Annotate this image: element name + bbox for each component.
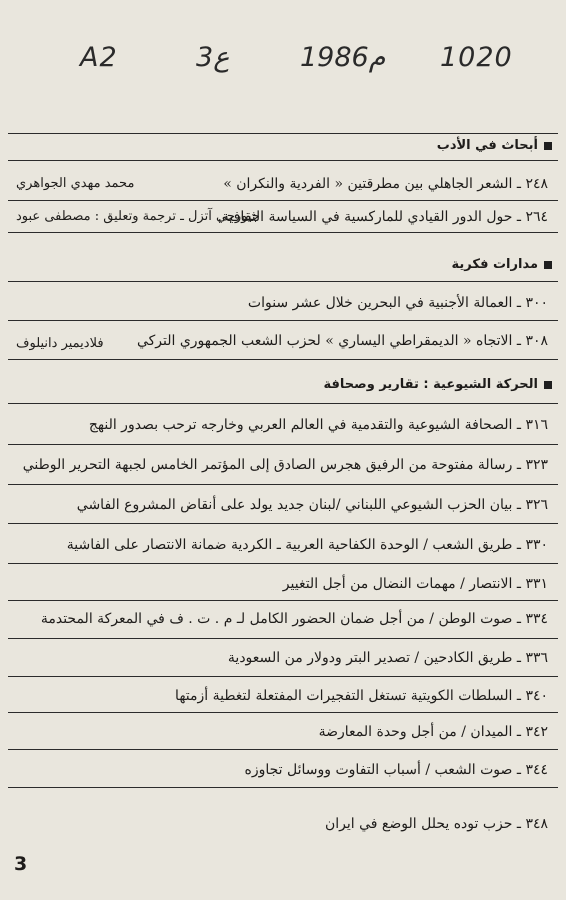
entry-title: طريق الشعب / الوحدة الكفاحية العربية ـ الكردية ضمانة الانتصار على الفاشية [66,537,513,553]
entry-title: رسالة مفتوحة من الرفيق هجرس الصادق إلى المؤتمر الخامس لجبهة التحرير الوطني [22,457,513,473]
page-ref: ٣٣٤ [525,611,548,627]
toc-entry[interactable]: ٣٣٤ ـ صوت الوطن / من أجل ضمان الحضور الكامل لـ م . ت . ف في المعركة المحتدمة [40,611,548,627]
page-ref: ٣٤٨ [525,816,548,832]
page-ref: ٢٦٤ [525,209,548,225]
handwritten-note: 3ع [196,42,230,73]
entry-author: محمد مهدي الجواهري [16,176,135,191]
handwritten-note: A2 [80,42,118,73]
section-title: الحركة الشيوعية : تقارير وصحافة [323,377,538,392]
toc-entry[interactable]: ٣٤٠ ـ السلطات الكويتية تستغل التفجيرات المفتعلة لتغطية أزمتها [175,688,548,704]
entry-title: طريق الكادحين / تصدير البتر ودولار من السعودية [227,650,513,666]
divider [8,563,558,564]
page-ref: ٣٣٠ [525,537,548,553]
entry-title: حول الدور القيادي للماركسية في السياسة الثقافية. [217,209,513,225]
toc-entry[interactable]: ٣٢٣ ـ رسالة مفتوحة من الرفيق هجرس الصادق إلى المؤتمر الخامس لجبهة التحرير الوطني [22,457,548,473]
page-ref: ٣٠٠ [525,295,548,311]
divider [8,712,558,713]
entry-author: فلاديمير دانيلوف [16,336,104,351]
handwritten-note: 1986م [300,42,386,73]
page-ref: ٣٠٨ [525,333,548,349]
divider [8,200,558,201]
page-ref: ٣٢٣ [525,457,548,473]
entry-title: صوت الشعب / أسباب التفاوت ووسائل تجاوزه [244,762,513,778]
divider [8,133,558,134]
page-ref: ٢٤٨ [525,176,548,192]
section-title: مدارات فكرية [451,257,538,272]
divider [8,787,558,788]
entry-title: صوت الوطن / من أجل ضمان الحضور الكامل لـ م . ت . ف في المعركة المحتدمة [40,611,513,627]
handwritten-note: 1020 [440,42,513,73]
divider [8,676,558,677]
toc-entry[interactable]: ٣٢٦ ـ بيان الحزب الشيوعي اللبناني /لبنان جديد يولد على أنقاض المشروع الفاشي [76,497,548,513]
handwritten-annotations [0,34,566,84]
toc-entry[interactable]: ٣٤٤ ـ صوت الشعب / أسباب التفاوت ووسائل تجاوزه [244,762,548,778]
divider [8,749,558,750]
toc-entry[interactable]: ٣٠٠ ـ العمالة الأجنبية في البحرين خلال عشر سنوات [247,295,548,311]
entry-title: الصحافة الشيوعية والتقدمية في العالم العربي وخارجه ترحب بصدور النهج [88,417,513,433]
divider [8,523,558,524]
entry-title: الانتصار / مهمات النضال من أجل التغيير [282,576,513,592]
divider [8,232,558,233]
entry-title: العمالة الأجنبية في البحرين خلال عشر سنوات [247,295,513,311]
page-ref: ٣٤٠ [525,688,548,704]
entry-title: الشعر الجاهلي بين مطرقتين « الفردية والنكران » [223,176,513,192]
section-heading [324,377,553,392]
divider [8,638,558,639]
page-ref: ٣٢٦ [525,497,548,513]
entry-title: بيان الحزب الشيوعي اللبناني /لبنان جديد يولد على أنقاض المشروع الفاشي [76,497,513,513]
section-heading [452,257,552,272]
divider [8,444,558,445]
page-ref: ٣٣١ [525,576,548,592]
divider [8,160,558,161]
toc-entry[interactable]: ٣٠٨ ـ الاتجاه « الديمقراطي اليساري » لحزب الشعب الجمهوري التركي [136,333,548,349]
toc-entry[interactable]: ٣٣١ ـ الانتصار / مهمات النضال من أجل التغيير [282,576,548,592]
entry-title: حزب توده يحلل الوضع في ايران [324,816,513,832]
page-ref: ٣٤٤ [525,762,548,778]
toc-entry[interactable]: ٢٦٤ ـ حول الدور القيادي للماركسية في السياسة الثقافية. [217,209,548,225]
divider [8,484,558,485]
page-number: 3 [14,853,28,875]
toc-entry[interactable]: ٣٣٠ ـ طريق الشعب / الوحدة الكفاحية العربية ـ الكردية ضمانة الانتصار على الفاشية [66,537,548,553]
toc-entry[interactable]: ٣١٦ ـ الصحافة الشيوعية والتقدمية في العالم العربي وخارجه ترحب بصدور النهج [88,417,548,433]
divider [8,600,558,601]
section-heading [437,138,552,153]
toc-entry[interactable]: ٣٤٢ ـ الميدان / من أجل وحدة المعارضة [318,724,548,740]
toc-entry[interactable]: ٢٤٨ ـ الشعر الجاهلي بين مطرقتين « الفردية والنكران » [223,176,548,192]
entry-title: السلطات الكويتية تستغل التفجيرات المفتعلة لتغطية أزمتها [175,688,513,704]
divider [8,320,558,321]
section-title: أبحاث في الأدب [436,138,538,153]
bullet-square-icon [544,381,552,389]
toc-entry[interactable]: ٣٣٦ ـ طريق الكادحين / تصدير البتر ودولار من السعودية [227,650,548,666]
entry-author: جيورجي آتزل ـ ترجمة وتعليق : مصطفى عبود [16,209,260,224]
page-ref: ٣٤٢ [525,724,548,740]
divider [8,281,558,282]
page-ref: ٣١٦ [525,417,548,433]
divider [8,403,558,404]
bullet-square-icon [544,142,552,150]
entry-title: الاتجاه « الديمقراطي اليساري » لحزب الشعب الجمهوري التركي [136,333,513,349]
page-ref: ٣٣٦ [525,650,548,666]
divider [8,359,558,360]
entry-title: الميدان / من أجل وحدة المعارضة [318,724,513,740]
bullet-square-icon [544,261,552,269]
toc-entry[interactable]: ٣٤٨ ـ حزب توده يحلل الوضع في ايران [324,816,548,832]
